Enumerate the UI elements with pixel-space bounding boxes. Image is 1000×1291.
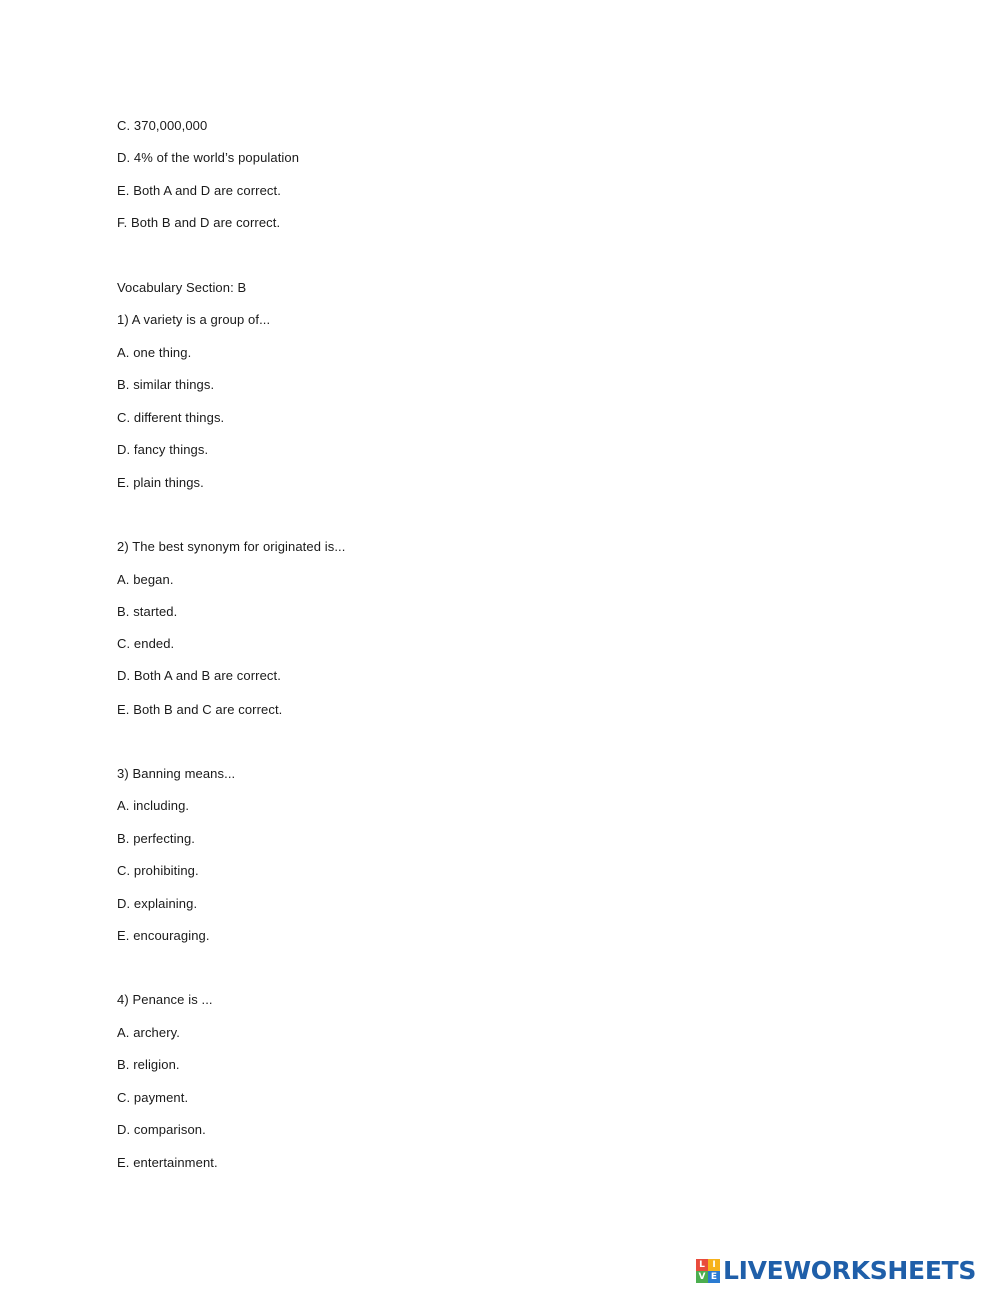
answer-option: D. fancy things. xyxy=(117,442,209,457)
question-text: 4) Penance is ... xyxy=(117,992,213,1007)
logo-wordmark: LIVEWORKSHEETS xyxy=(723,1256,977,1285)
answer-option: D. 4% of the world’s population xyxy=(117,150,300,165)
answer-option: D. Both A and B are correct. xyxy=(117,668,281,683)
logo-badge-icon xyxy=(696,1259,720,1283)
answer-option: B. religion. xyxy=(117,1057,180,1072)
answer-option: C. 370,000,000 xyxy=(117,118,208,133)
liveworksheets-logo xyxy=(696,1255,976,1287)
answer-option: D. explaining. xyxy=(117,896,198,911)
answer-option: B. perfecting. xyxy=(117,831,195,846)
answer-option: C. payment. xyxy=(117,1090,189,1105)
answer-option: E. encouraging. xyxy=(117,928,210,943)
answer-option: B. similar things. xyxy=(117,377,215,392)
answer-option: C. prohibiting. xyxy=(117,863,199,878)
logo-badge-letter: V xyxy=(696,1271,708,1283)
answer-option: A. archery. xyxy=(117,1025,180,1040)
answer-option: A. began. xyxy=(117,572,174,587)
answer-option: E. entertainment. xyxy=(117,1155,218,1170)
answer-option: B. started. xyxy=(117,604,178,619)
answer-option: A. including. xyxy=(117,798,190,813)
answer-option: C. different things. xyxy=(117,410,225,425)
question-text: 3) Banning means... xyxy=(117,766,236,781)
logo-badge-letter: E xyxy=(708,1271,720,1283)
section-heading: Vocabulary Section: B xyxy=(117,280,247,295)
answer-option: D. comparison. xyxy=(117,1122,206,1137)
answer-option: F. Both B and D are correct. xyxy=(117,215,281,230)
answer-option: A. one thing. xyxy=(117,345,192,360)
answer-option: C. ended. xyxy=(117,636,175,651)
answer-option: E. Both A and D are correct. xyxy=(117,183,281,198)
logo-badge-letter: L xyxy=(696,1259,708,1271)
answer-option: E. Both B and C are correct. xyxy=(117,702,283,717)
question-text: 1) A variety is a group of... xyxy=(117,312,271,327)
question-text: 2) The best synonym for originated is... xyxy=(117,539,346,554)
answer-option: E. plain things. xyxy=(117,475,204,490)
logo-badge-letter: I xyxy=(708,1259,720,1271)
